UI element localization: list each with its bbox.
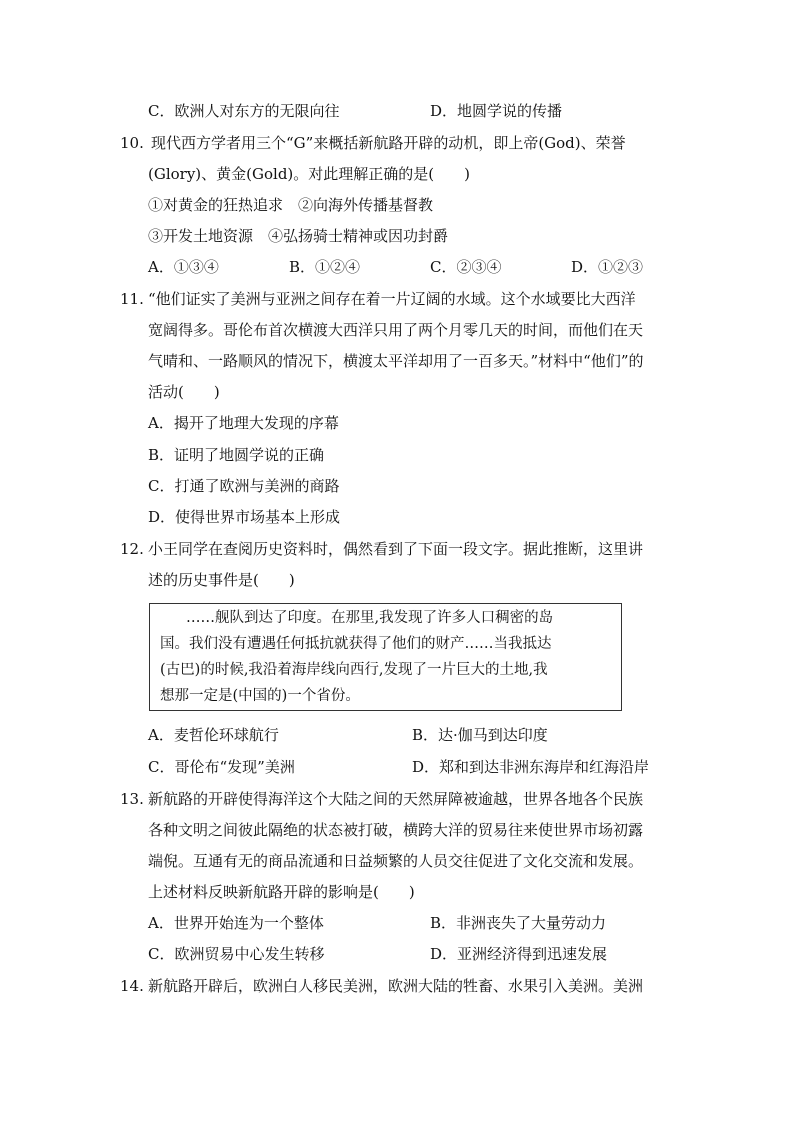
q12-material-line-2: 国。我们没有遭遇任何抵抗就获得了他们的财产……当我抵达 <box>160 636 552 652</box>
q12-material-line-3: (古巴)的时候,我沿着海岸线向西行,发现了一片巨大的土地,我 <box>160 662 548 678</box>
q12-option-d: D．郑和到达非洲东海岸和红海沿岸 <box>412 758 650 776</box>
q10-option-a: A．①③④ <box>148 258 219 276</box>
q12-material-box <box>149 603 622 711</box>
q14-number: 14. <box>120 977 144 995</box>
q13-option-a: A．世界开始连为一个整体 <box>148 914 324 932</box>
q10-stem-line-1: 现代西方学者用三个“G”来概括新航路开辟的动机，即上帝(God)、荣誉 <box>151 134 626 152</box>
q12-stem-line-1: 小王同学在查阅历史资料时，偶然看到了下面一段文字。据此推断，这里讲 <box>148 540 644 558</box>
q13-stem-line-1: 新航路的开辟使得海洋这个大陆之间的天然屏障被逾越，世界各地各个民族 <box>148 790 644 808</box>
q13-stem-line-2: 各种文明之间彼此隔绝的状态被打破，横跨大洋的贸易往来使世界市场初露 <box>148 821 644 839</box>
q10-stem-line-2: (Glory)、黄金(Gold)。对此理解正确的是( ) <box>148 165 470 183</box>
q13-stem-line-3: 端倪。互通有无的商品流通和日益频繁的人员交往促进了文化交流和发展。 <box>148 852 644 870</box>
q13-option-b: B．非洲丧失了大量劳动力 <box>430 914 607 932</box>
q11-stem-line-4: 活动( ) <box>148 383 220 401</box>
q11-option-d: D．使得世界市场基本上形成 <box>148 508 341 526</box>
q11-option-c: C．打通了欧洲与美洲的商路 <box>148 477 340 495</box>
q12-option-b: B．达·伽马到达印度 <box>412 726 548 744</box>
q10-option-c: C．②③④ <box>430 258 502 276</box>
q11-option-a: A．揭开了地理大发现的序幕 <box>148 414 339 432</box>
q12-number: 12. <box>120 540 144 558</box>
q10-item-line-2: ③开发土地资源 ④弘扬骑士精神或因功封爵 <box>148 227 449 245</box>
q9-option-c: C．欧洲人对东方的无限向往 <box>148 102 340 120</box>
q11-stem-line-3: 气晴和、一路顺风的情况下，横渡太平洋却用了一百多天。”材料中“他们”的 <box>148 352 644 370</box>
q11-number: 11. <box>120 290 144 308</box>
q12-material-line-1: ……舰队到达了印度。在那里,我发现了许多人口稠密的岛 <box>186 610 554 626</box>
q11-stem-line-1: “他们证实了美洲与亚洲之间存在着一片辽阔的水域。这个水域要比大西洋 <box>148 290 636 308</box>
q12-option-a: A．麦哲伦环球航行 <box>148 726 279 744</box>
q13-option-c: C．欧洲贸易中心发生转移 <box>148 945 325 963</box>
q10-option-d: D．①②③ <box>571 258 644 276</box>
q10-number: 10. <box>120 134 144 152</box>
q13-number: 13. <box>120 790 144 808</box>
q12-stem-line-2: 述的历史事件是( ) <box>148 571 295 589</box>
q10-item-line-1: ①对黄金的狂热追求 ②向海外传播基督教 <box>148 196 434 214</box>
q13-stem-line-4: 上述材料反映新航路开辟的影响是( ) <box>148 883 415 901</box>
q12-option-c: C．哥伦布“发现”美洲 <box>148 758 295 776</box>
q11-stem-line-2: 宽阔得多。哥伦布首次横渡大西洋只用了两个月零几天的时间，而他们在天 <box>148 321 644 339</box>
q13-option-d: D．亚洲经济得到迅速发展 <box>430 945 608 963</box>
q12-material-line-4: 想那一定是(中国的)一个省份。 <box>160 688 360 704</box>
q9-option-d: D．地圆学说的传播 <box>430 102 563 120</box>
q10-option-b: B．①②④ <box>289 258 361 276</box>
q14-stem-line-1: 新航路开辟后，欧洲白人移民美洲，欧洲大陆的牲畜、水果引入美洲。美洲 <box>148 977 644 995</box>
q11-option-b: B．证明了地圆学说的正确 <box>148 446 325 464</box>
